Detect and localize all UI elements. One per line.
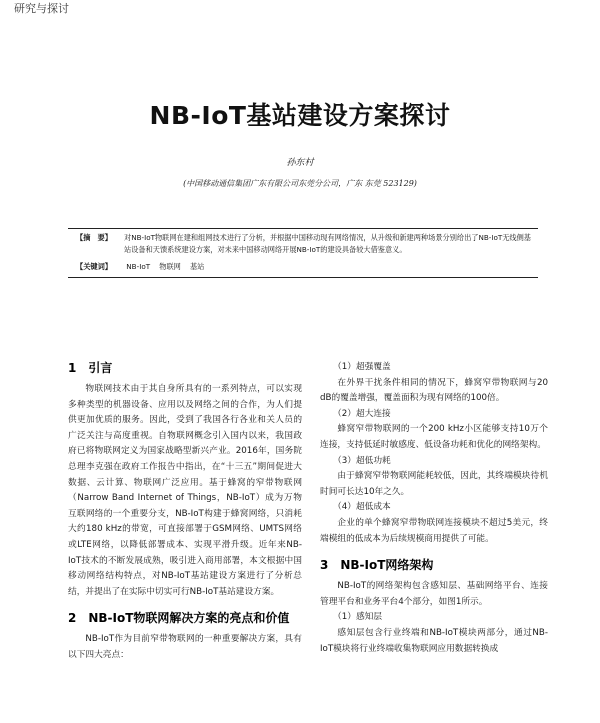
keyword-item: NB-IoT <box>126 262 151 271</box>
item-3-text: 由于蜂窝窄带物联网能耗较低，因此，其终端模块待机时间可长达10年之久。 <box>320 471 548 497</box>
section-3-heading: 3 NB-IoT网络架构 <box>320 558 434 573</box>
left-column <box>68 360 302 664</box>
abstract-bottom-rule <box>68 277 538 278</box>
keyword-item: 基站 <box>189 262 205 271</box>
item-2-title: （2）超大连接 <box>333 408 391 419</box>
running-header <box>14 0 69 16</box>
abstract-label: 【摘 要】 <box>76 233 112 242</box>
item-4-title: （4）超低成本 <box>333 502 391 513</box>
keywords-block <box>76 262 204 272</box>
section-1-heading: 1 引言 <box>68 361 113 375</box>
article-title: NB-IoT基站建设方案探讨 <box>149 101 451 130</box>
running-header-text: 研究与探讨 <box>14 2 69 15</box>
section-3-paragraph-2: 感知层包含行业终端和NB-IoT模块两部分，通过NB-IoT模块将行业终端收集物联网应用数据转换成 <box>320 627 548 654</box>
section-3-subheading: （1）感知层 <box>333 612 383 623</box>
section-2-heading: 2 NB-IoT物联网解决方案的亮点和价值 <box>68 611 290 626</box>
section-3-paragraph: NB-IoT的网络架构包含感知层、基础网络平台、连接管理平台和业务平台4个部分，如图1所示。 <box>320 581 548 607</box>
section-2-paragraph: NB-IoT作为目前窄带物联网的一种重要解决方案，具有以下四大亮点： <box>68 634 302 660</box>
item-3-title: （3）超低功耗 <box>333 455 391 466</box>
section-1-paragraph: 物联网技术由于其自身所具有的一系列特点，可以实现多种类型的机器设备、应用以及网络之间的合作，为人们提供更加优质的服务。因此，受到了我国各行各业和关人员的广泛关注与高度重视。自物联网概念引入国内以来，我国政府已将物联网定义为国家战略型新兴产业。2016年，国务院总理李克强在政府工作报告中指出，在“十三五”期间促进大数据、云计算、物联网广泛应用。基于蜂窝的窄带物联网（Narrow Band Internet of Things，NB-IoT）成为万物互联网络的一个重要分支，NB-IoT构建于蜂窝网络，只消耗大约180 kHz的带宽，可直接部署于GSM网络、UMTS网络或LTE网络，以降低部署成本、实现平滑升级。近年来NB-IoT技术的不断发展成熟，吸引进入商用部署，本文根据中国移动网络结构特点，对NB-IoT基站建设方案进行了分析总结，并提出了在实际中切实可行NB-IoT基站建设方案。 <box>68 384 302 597</box>
author-name: 孙东村 <box>286 158 314 168</box>
item-2-text: 蜂窝窄带物联网的一个200 kHz小区能够支持10万个连接，支持低延时敏感度、低设备功耗和优化的网络架构。 <box>320 424 548 450</box>
abstract-text: 对NB-IoT物联网在建和组网技术进行了分析，并根据中国移动现有网络情况，从升级和新建两种场景分别给出了NB-IoT无线侧基站设备和天馈系统建设方案，对未来中国移动网络开展NB-IoT的建设具备较大借鉴意义。 <box>124 233 531 254</box>
item-1-text: 在外界干扰条件相同的情况下，蜂窝窄带物联网与20 dB的覆盖增强，覆盖面积为现有网络的100倍。 <box>320 377 548 404</box>
item-1-title: （1）超强覆盖 <box>333 362 391 372</box>
abstract-block <box>76 232 538 256</box>
item-4-text: 企业的单个蜂窝窄带物联网连接模块不超过5美元，终端模组的低成本为后续规模商用提供了可能。 <box>320 517 548 544</box>
keyword-item: 物联网 <box>159 262 181 271</box>
abstract-top-rule <box>68 228 538 229</box>
right-column <box>320 360 548 657</box>
keywords-label: 【关键词】 <box>76 262 112 271</box>
author-affiliation: (中国移动通信集团广东有限公司东莞分公司，广东 东莞 523129) <box>183 179 417 188</box>
